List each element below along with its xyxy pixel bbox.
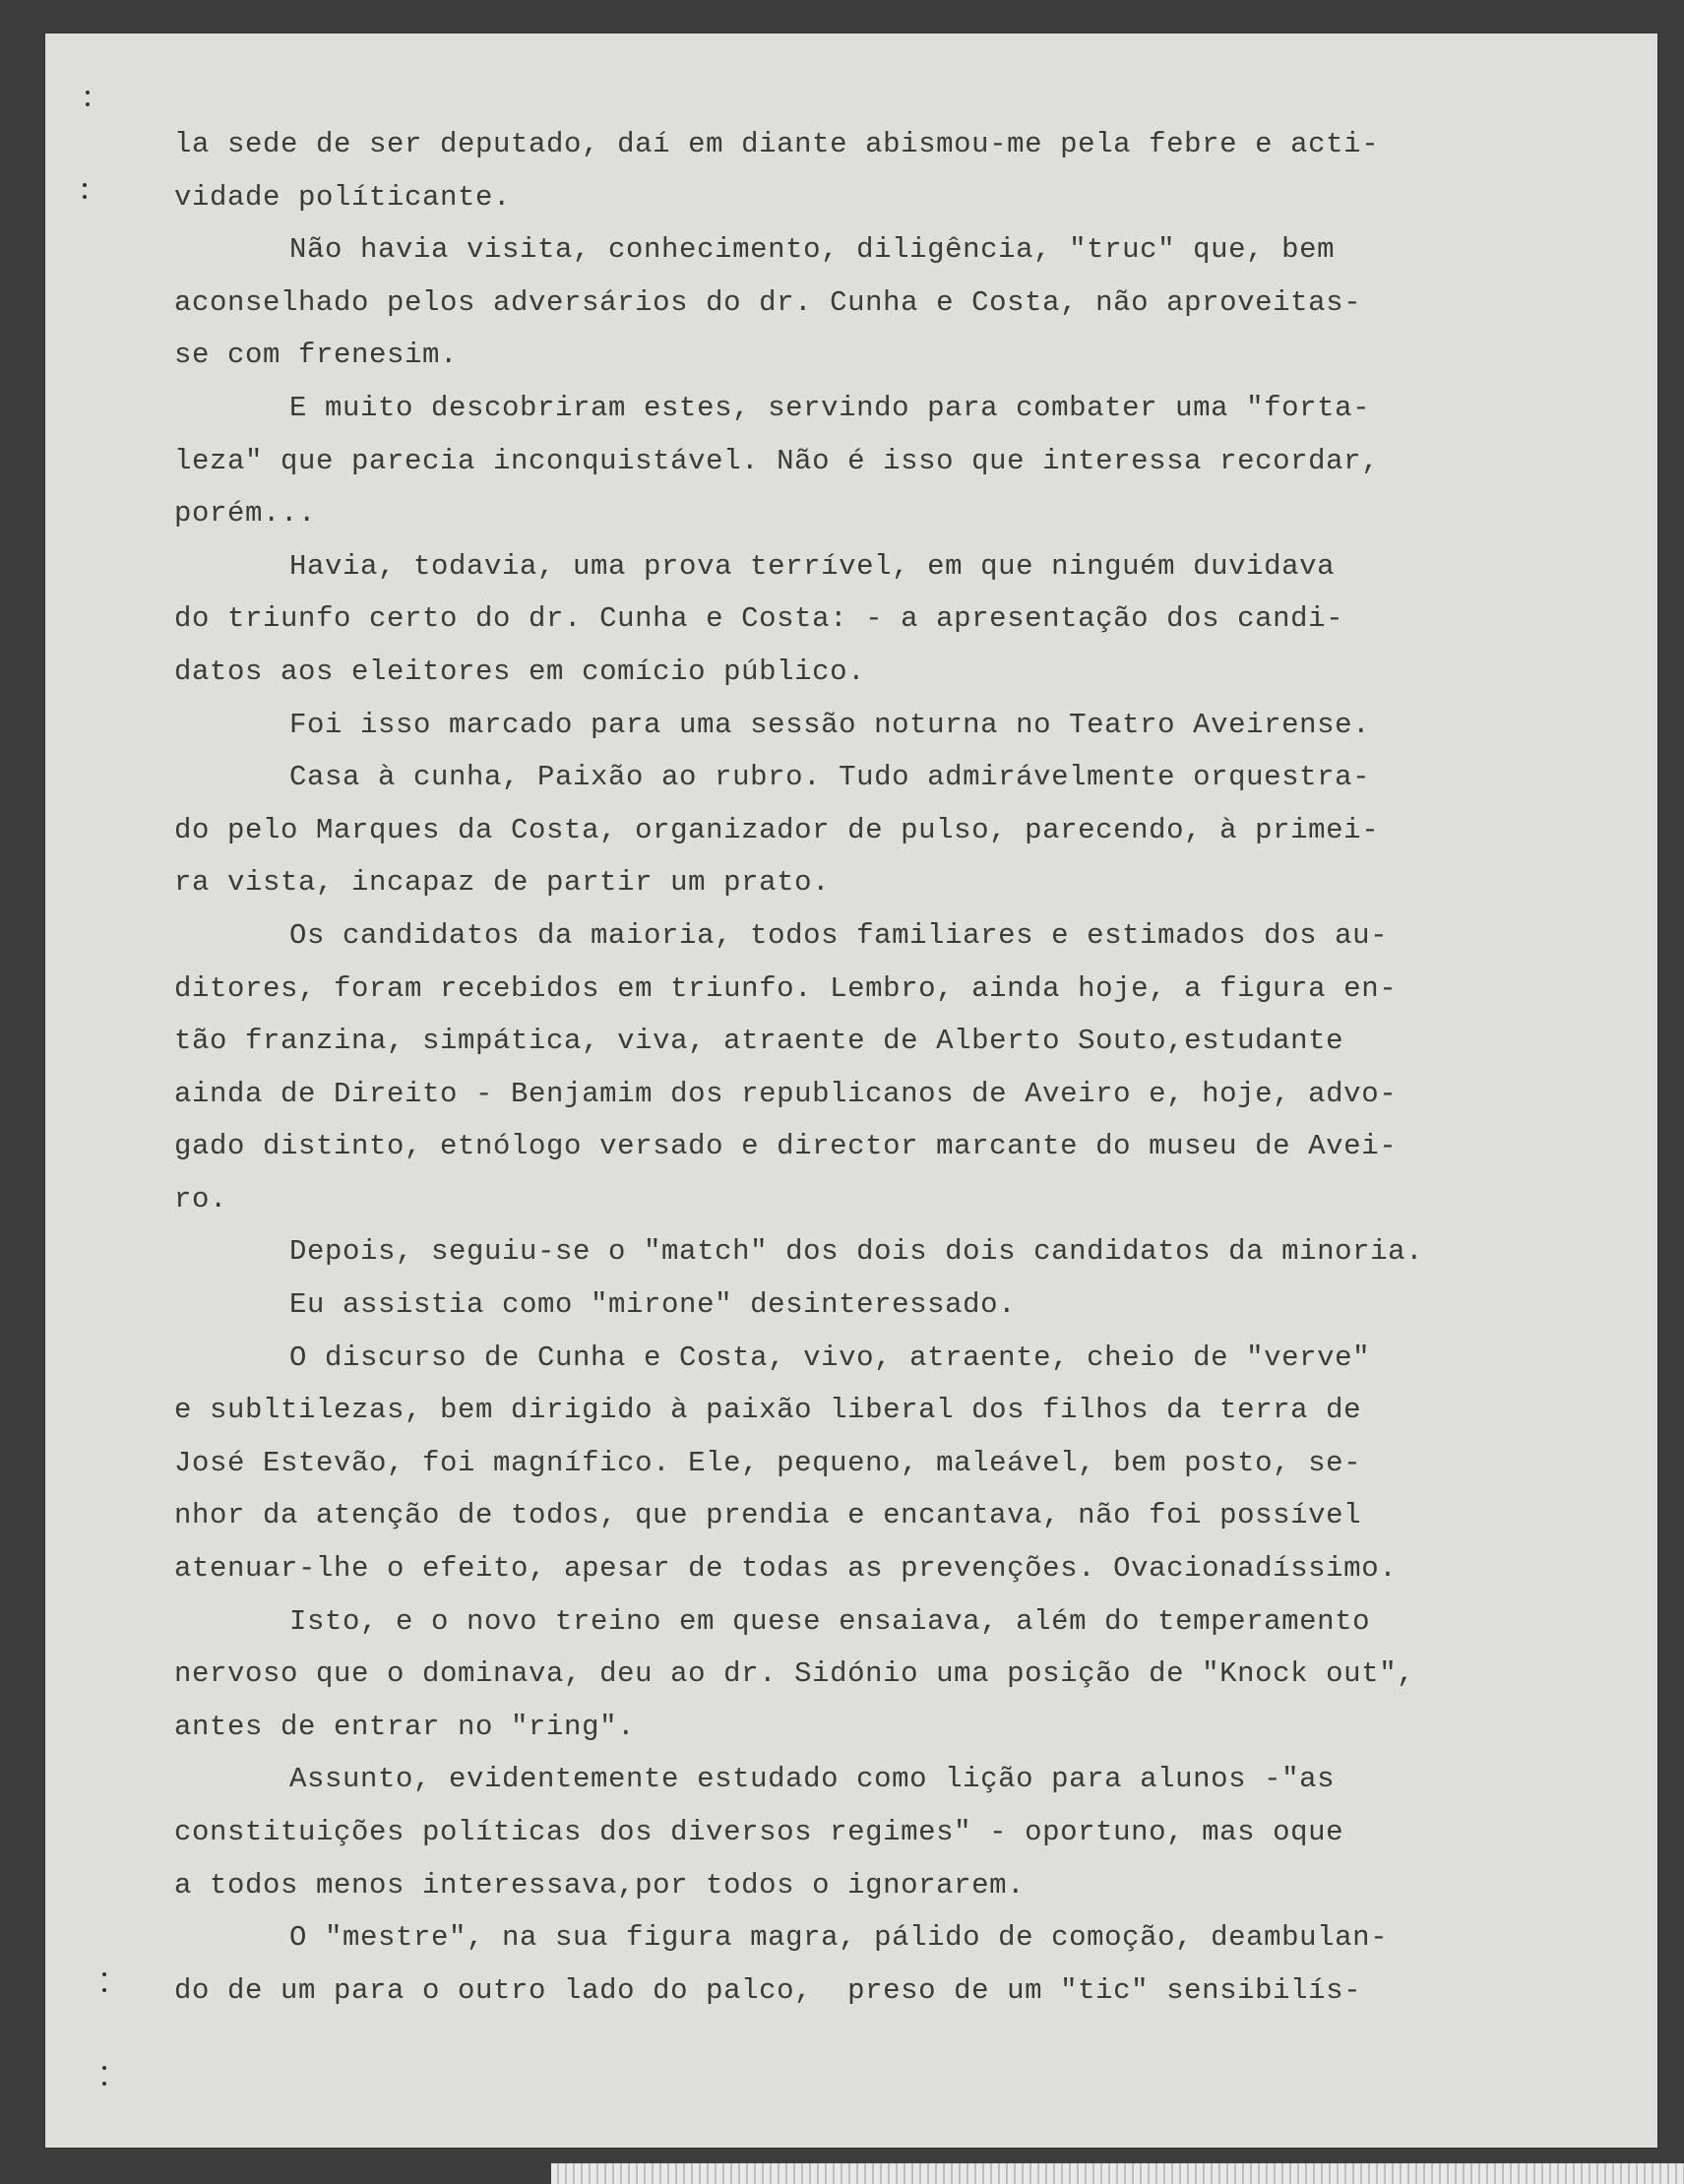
text-line: Não havia visita, conhecimento, diligência, "truc" que, bem <box>289 233 1336 267</box>
document-body <box>174 118 1591 2017</box>
text-line: José Estevão, foi magnífico. Ele, pequeno, maleável, bem posto, se- <box>174 1446 1362 1479</box>
text-line: e subltilezas, bem dirigido à paixão liberal dos filhos da terra de <box>174 1394 1362 1427</box>
text-line: Casa à cunha, Paixão ao rubro. Tudo admirávelmente orquestra- <box>289 761 1371 794</box>
binding-hole-mark <box>102 2066 106 2070</box>
binding-hole-mark <box>86 91 90 94</box>
binding-hole-mark <box>83 195 87 199</box>
text-line: Isto, e o novo treino em quese ensaiava, além do temperamento <box>289 1604 1371 1638</box>
text-line: antes de entrar no "ring". <box>174 1710 636 1743</box>
text-line: E muito descobriram estes, servindo para combater uma "forta- <box>289 391 1371 424</box>
text-line: Foi isso marcado para uma sessão noturna no Teatro Aveirense. <box>289 708 1371 741</box>
text-line: do triunfo certo do dr. Cunha e Costa: - a apresentação dos candi- <box>174 602 1344 636</box>
text-line: Havia, todavia, uma prova terrível, em que ninguém duvidava <box>289 549 1336 583</box>
text-line: porém... <box>174 497 317 530</box>
text-line: do pelo Marques da Costa, organizador de pulso, parecendo, à primei- <box>174 813 1380 846</box>
text-line: constituições políticas dos diversos regimes" - oportuno, mas oque <box>174 1816 1344 1848</box>
text-line: ra vista, incapaz de partir um prato. <box>174 866 831 900</box>
text-line: gado distinto, etnólogo versado e director marcante do museu de Avei- <box>174 1130 1398 1163</box>
text-line: vidade políticante. <box>174 180 512 214</box>
text-line: O "mestre", na sua figura magra, pálido de comoção, deambulan- <box>289 1921 1389 1955</box>
binding-hole-mark <box>83 183 87 187</box>
text-line: a todos menos interessava,por todos o ignorarem. <box>174 1868 1026 1902</box>
text-line: datos aos eleitores em comício público. <box>174 655 866 688</box>
text-line: Assunto, evidentemente estudado como lição para alunos -"as <box>289 1763 1336 1796</box>
binding-hole-mark <box>102 1988 106 1992</box>
binding-hole-mark <box>86 102 90 106</box>
text-line: tão franzina, simpática, viva, atraente de Alberto Souto,estudante <box>174 1025 1344 1058</box>
text-line: se com frenesim. <box>174 339 459 372</box>
text-line: ditores, foram recebidos em triunfo. Lembro, ainda hoje, a figura en- <box>174 971 1398 1005</box>
scanner-ruler-strip <box>551 2163 1684 2184</box>
text-line: nhor da atenção de todos, que prendia e encantava, não foi possível <box>174 1499 1362 1532</box>
text-line: Depois, seguiu-se o "match" dos dois dois candidatos da minoria. <box>289 1235 1424 1269</box>
text-line: nervoso que o dominava, deu ao dr. Sidónio uma posição de "Knock out", <box>174 1657 1415 1691</box>
binding-hole-mark <box>102 2082 106 2086</box>
text-line: ro. <box>174 1182 228 1216</box>
binding-hole-mark <box>102 1972 106 1976</box>
text-line: O discurso de Cunha e Costa, vivo, atraente, cheio de "verve" <box>289 1341 1371 1374</box>
text-line: Os candidatos da maioria, todos familiares e estimados dos au- <box>289 918 1389 952</box>
text-line: la sede de ser deputado, daí em diante abismou-me pela febre e acti- <box>174 128 1380 160</box>
text-line: atenuar-lhe o efeito, apesar de todas as prevenções. Ovacionadíssimo. <box>174 1552 1398 1586</box>
text-line: aconselhado pelos adversários do dr. Cunha e Costa, não aproveitas- <box>174 285 1362 319</box>
text-line: do de um para o outro lado do palco, preso de um "tic" sensibilís- <box>174 1973 1362 2007</box>
text-line: Eu assistia como "mirone" desinteressado. <box>289 1288 1017 1322</box>
text-line: ainda de Direito - Benjamim dos republicanos de Aveiro e, hoje, advo- <box>174 1077 1398 1110</box>
text-line: leza" que parecia inconquistável. Não é isso que interessa recordar, <box>174 444 1380 477</box>
